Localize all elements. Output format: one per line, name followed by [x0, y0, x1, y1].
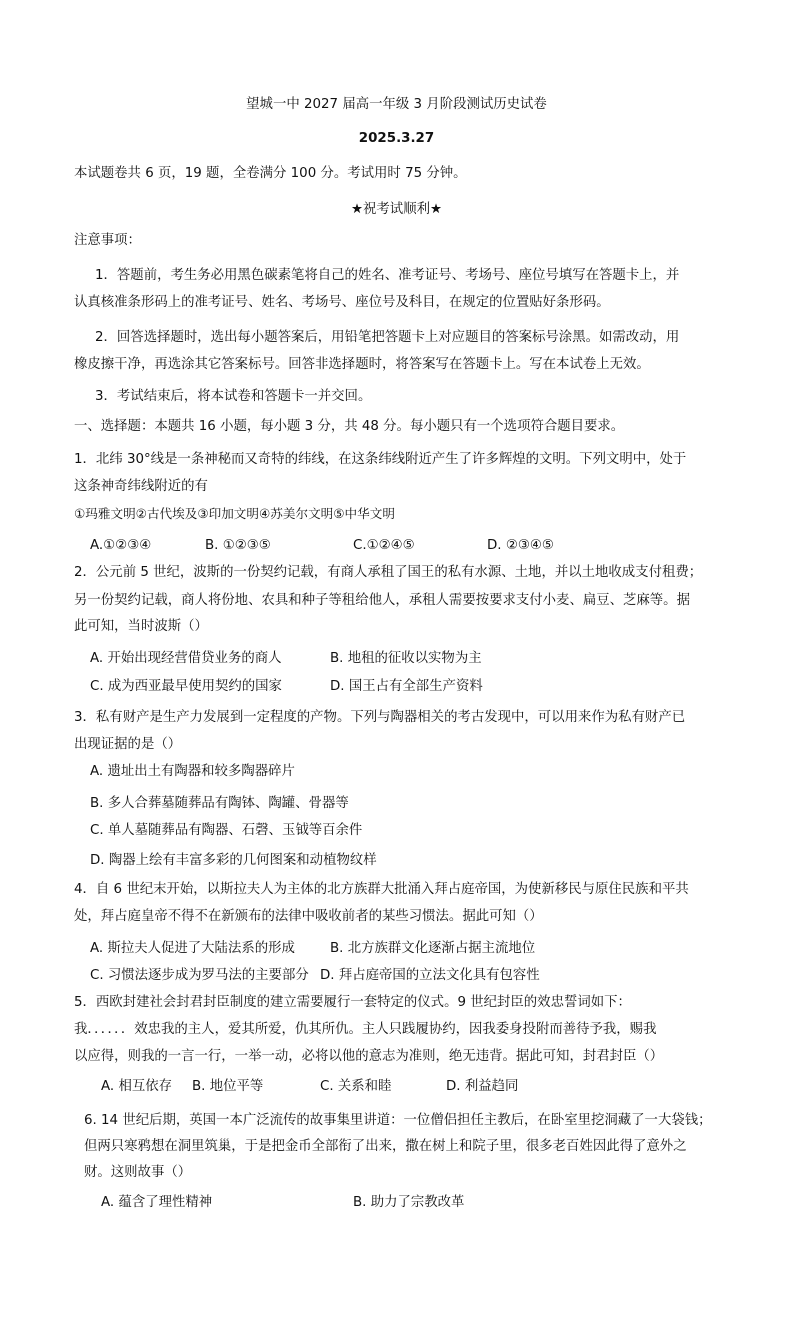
q5-option-d: D. 利益趋同: [446, 1079, 519, 1094]
q1-option-b: B. ①②③⑤: [205, 538, 271, 553]
note-3: 3．考试结束后，将本试卷和答题卡一并交回。: [95, 389, 372, 404]
q4-option-b: B. 北方族群文化逐渐占据主流地位: [330, 941, 536, 956]
q6-stem-line-2: 但两只寒鸦想在洞里筑巢，于是把金币全部衔了出来，撒在树上和院子里，很多老百姓因此得了意外之: [84, 1139, 687, 1154]
q3-stem-line-1: 3．私有财产是生产力发展到一定程度的产物。下列与陶器相关的考古发现中，可以用来作为私有财产已: [74, 710, 686, 725]
q6-stem-line-1: 6. 14 世纪后期，英国一本广泛流传的故事集里讲道：一位僧侣担任主教后，在卧室里挖洞藏了一大袋钱；: [84, 1113, 712, 1128]
note-2-line-1: 2．回答选择题时，选出每小题答案后，用铅笔把答题卡上对应题目的答案标号涂黑。如需改动，用: [95, 330, 680, 345]
q5-stem-line-2: 我．．．．．．效忠我的主人，爱其所爱，仇其所仇。主人只践履协约，因我委身投附而善待予我，赐我: [74, 1022, 657, 1037]
note-1-line-1: 1．答题前，考生务必用黑色碳素笔将自己的姓名、准考证号、考场号、座位号填写在答题卡上，并: [95, 268, 680, 283]
notes-heading: 注意事项：: [74, 233, 141, 248]
q1-option-c: C.①②④⑤: [353, 538, 415, 553]
q2-stem-line-2: 另一份契约记载，商人将份地、农具和种子等租给他人，承租人需要按要求支付小麦、扁豆、芝麻等。据: [74, 593, 690, 608]
q3-option-a: A. 遗址出土有陶器和较多陶器碎片: [90, 764, 295, 779]
exam-intro: 本试题卷共 6 页，19 题，全卷满分 100 分。考试用时 75 分钟。: [74, 166, 467, 181]
exam-date: 2025.3.27: [358, 131, 435, 146]
q4-stem-line-2: 处，拜占庭皇帝不得不在新颁布的法律中吸收前者的某些习惯法。据此可知（）: [74, 909, 543, 924]
q5-stem-line-1: 5．西欧封建社会封君封臣制度的建立需要履行一套特定的仪式。9 世纪封臣的效忠誓词如下：: [74, 995, 631, 1010]
q2-option-a: A. 开始出现经营借贷业务的商人: [90, 651, 282, 666]
q1-stem-line-2: 这条神奇纬线附近的有: [74, 479, 208, 494]
q6-option-b: B. 助力了宗教改革: [353, 1195, 465, 1210]
q5-stem-line-3: 以应得，则我的一言一行，一举一动，必将以他的意志为准则，绝无违背。据此可知，封君封臣（）: [74, 1049, 664, 1064]
q1-option-d: D. ②③④⑤: [487, 538, 554, 553]
q4-option-c: C. 习惯法逐步成为罗马法的主要部分: [90, 968, 309, 983]
q5-option-b: B. 地位平等: [192, 1079, 264, 1094]
q1-stem-line-3: ①玛雅文明②古代埃及③印加文明④苏美尔文明⑤中华文明: [74, 506, 395, 521]
q5-option-a: A. 相互依存: [101, 1079, 172, 1094]
q6-option-a: A. 蕴含了理性精神: [101, 1195, 213, 1210]
note-2-line-2: 橡皮擦干净，再选涂其它答案标号。回答非选择题时，将答案写在答题卡上。写在本试卷上无效。: [74, 357, 650, 372]
q4-stem-line-1: 4．自 6 世纪末开始，以斯拉夫人为主体的北方族群大批涌入拜占庭帝国，为使新移民与原住民族和平共: [74, 882, 689, 897]
blessing-line: ★祝考试顺利★: [351, 202, 442, 217]
note-1-line-2: 认真核准条形码上的准考证号、姓名、考场号、座位号及科目，在规定的位置贴好条形码。: [74, 295, 610, 310]
q3-option-c: C. 单人墓随葬品有陶器、石磬、玉钺等百余件: [90, 823, 363, 838]
q4-option-d: D. 拜占庭帝国的立法文化具有包容性: [320, 968, 540, 983]
q3-option-d: D. 陶器上绘有丰富多彩的几何图案和动植物纹样: [90, 853, 377, 868]
q2-stem-line-1: 2．公元前 5 世纪，波斯的一份契约记载，有商人承租了国王的私有水源、土地，并以土地收成支付租费；: [74, 565, 703, 580]
q1-option-a: A.①②③④: [90, 538, 152, 553]
exam-title: 望城一中 2027 届高一年级 3 月阶段测试历史试卷: [246, 97, 547, 112]
q5-option-c: C. 关系和睦: [320, 1079, 392, 1094]
section-1-heading: 一、选择题：本题共 16 小题，每小题 3 分，共 48 分。每小题只有一个选项符合题目要求。: [74, 419, 625, 434]
q3-stem-line-2: 出现证据的是（）: [74, 737, 182, 752]
q6-stem-line-3: 财。这则故事（）: [84, 1165, 192, 1180]
q4-option-a: A. 斯拉夫人促进了大陆法系的形成: [90, 941, 295, 956]
q1-stem-line-1: 1．北纬 30°线是一条神秘而又奇特的纬线，在这条纬线附近产生了许多辉煌的文明。下列文明中，处于: [74, 452, 687, 467]
q2-option-b: B. 地租的征收以实物为主: [330, 651, 482, 666]
q2-stem-line-3: 此可知，当时波斯（）: [74, 619, 208, 634]
q3-option-b: B. 多人合葬墓随葬品有陶钵、陶罐、骨器等: [90, 796, 349, 811]
q2-option-d: D. 国王占有全部生产资料: [330, 679, 483, 694]
q2-option-c: C. 成为西亚最早使用契约的国家: [90, 679, 282, 694]
